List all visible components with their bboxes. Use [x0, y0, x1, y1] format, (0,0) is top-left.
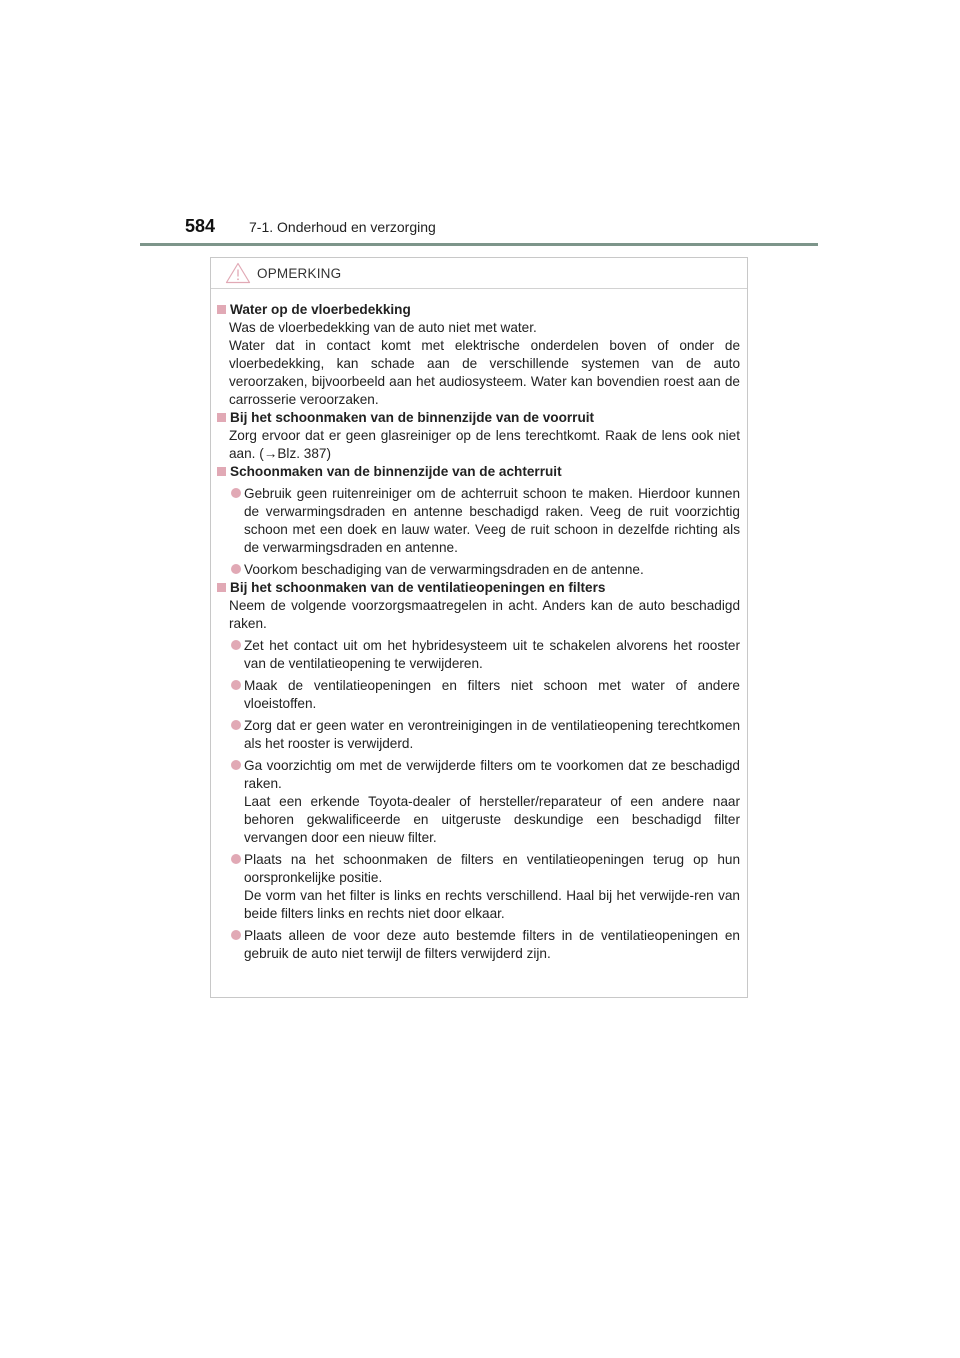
paragraph: Neem de volgende voorzorgsmaatregelen in acht. Anders kan de auto beschadigd raken. — [229, 598, 740, 631]
notice-header — [211, 258, 747, 289]
header-divider — [140, 243, 818, 246]
square-bullet-icon — [217, 305, 226, 314]
bullet-item — [216, 677, 740, 713]
notice-section — [216, 301, 740, 409]
notice-section — [216, 409, 740, 463]
bullet-text-line: Plaats alleen de voor deze auto bestemde filters in de ventilatieopeningen en gebruik de auto niet terwijl de filters verwijderd zijn. — [244, 928, 740, 961]
bullet-text — [244, 637, 740, 673]
notice-section — [216, 463, 740, 579]
bullet-text — [244, 927, 740, 963]
round-bullet-icon — [231, 564, 241, 574]
paragraph: Water dat in contact komt met elektrische onderdelen boven of onder de vloerbedekking, kan schade aan de verschillende systemen van de auto veroorzaken, bijvoorbeeld aan het audiosysteem. Water kan bovendien roest aan de carrosserie veroorzaken. — [229, 338, 740, 407]
warning-triangle-icon — [225, 262, 251, 284]
section-heading — [216, 463, 740, 481]
section-heading-text: Schoonmaken van de binnenzijde van de achterruit — [230, 464, 562, 479]
bullet-item — [216, 757, 740, 847]
round-bullet-icon — [231, 760, 241, 770]
bullet-item — [216, 851, 740, 923]
bullet-item — [216, 717, 740, 753]
page-number: 584 — [185, 216, 216, 236]
bullet-text-line: Voorkom beschadiging van de verwarmingsdraden en de antenne. — [244, 562, 644, 577]
bullet-text-line: Ga voorzichtig om met de verwijderde filters om te voorkomen dat ze beschadigd raken. — [244, 758, 740, 791]
round-bullet-icon — [231, 854, 241, 864]
bullet-text — [244, 677, 740, 713]
round-bullet-icon — [231, 640, 241, 650]
section-heading — [216, 409, 740, 427]
bullet-text — [244, 717, 740, 753]
section-heading-text: Water op de vloerbedekking — [230, 302, 411, 317]
notice-label: OPMERKING — [257, 265, 342, 281]
bullet-text — [244, 485, 740, 557]
bullet-item — [216, 485, 740, 557]
round-bullet-icon — [231, 488, 241, 498]
bullet-item — [216, 927, 740, 963]
notice-box — [210, 257, 748, 998]
section-heading — [216, 579, 740, 597]
bullet-text-line: Zorg dat er geen water en verontreinigingen in de ventilatieopening terechtkomen als het rooster is verwijderd. — [244, 718, 740, 751]
bullet-list — [216, 485, 740, 579]
bullet-item — [216, 561, 740, 579]
bullet-text-line: Maak de ventilatieopeningen en filters niet schoon met water of andere vloeistoffen. — [244, 678, 740, 711]
round-bullet-icon — [231, 680, 241, 690]
bullet-text-line: Laat een erkende Toyota-dealer of hersteller/reparateur of een andere naar behoren gekwalificeerde en uitgeruste deskundige een beschadigd filter vervangen door een nieuw filter. — [244, 794, 740, 845]
bullet-text-line: De vorm van het filter is links en rechts verschillend. Haal bij het verwijde-ren van beide filters links en rechts niet door elkaar. — [244, 888, 740, 921]
square-bullet-icon — [217, 583, 226, 592]
square-bullet-icon — [217, 413, 226, 422]
section-title: 7-1. Onderhoud en verzorging — [249, 219, 436, 235]
bullet-text-line: Plaats na het schoonmaken de filters en ventilatieopeningen terug op hun oorspronkelijke positie. — [244, 852, 740, 885]
section-heading-text: Bij het schoonmaken van de binnenzijde van de voorruit — [230, 410, 595, 425]
bullet-list — [216, 637, 740, 963]
bullet-text — [244, 561, 740, 579]
paragraph: Zorg ervoor dat er geen glasreiniger op de lens terechtkomt. Raak de lens ook niet aan. (→Blz. 387) — [229, 428, 740, 461]
bullet-text — [244, 851, 740, 923]
page-header — [184, 216, 436, 237]
square-bullet-icon — [217, 467, 226, 476]
notice-body — [211, 289, 747, 963]
bullet-text — [244, 757, 740, 847]
section-heading-text: Bij het schoonmaken van de ventilatieopeningen en filters — [230, 580, 606, 595]
bullet-text-line: Gebruik geen ruitenreiniger om de achterruit schoon te maken. Hierdoor kunnen de verwarmingsdraden en antenne beschadigd raken. Veeg de ruit voorzichtig schoon met een doek en lauw water. Veeg de ruit schoon in dezelfde richting als de verwarmingsdraden en antenne. — [244, 486, 740, 555]
round-bullet-icon — [231, 720, 241, 730]
paragraph: Was de vloerbedekking van de auto niet met water. — [229, 320, 537, 335]
bullet-text-line: Zet het contact uit om het hybridesysteem uit te schakelen alvorens het rooster van de ventilatieopening te verwijderen. — [244, 638, 740, 671]
section-heading — [216, 301, 740, 319]
bullet-item — [216, 637, 740, 673]
round-bullet-icon — [231, 930, 241, 940]
notice-section — [216, 579, 740, 963]
